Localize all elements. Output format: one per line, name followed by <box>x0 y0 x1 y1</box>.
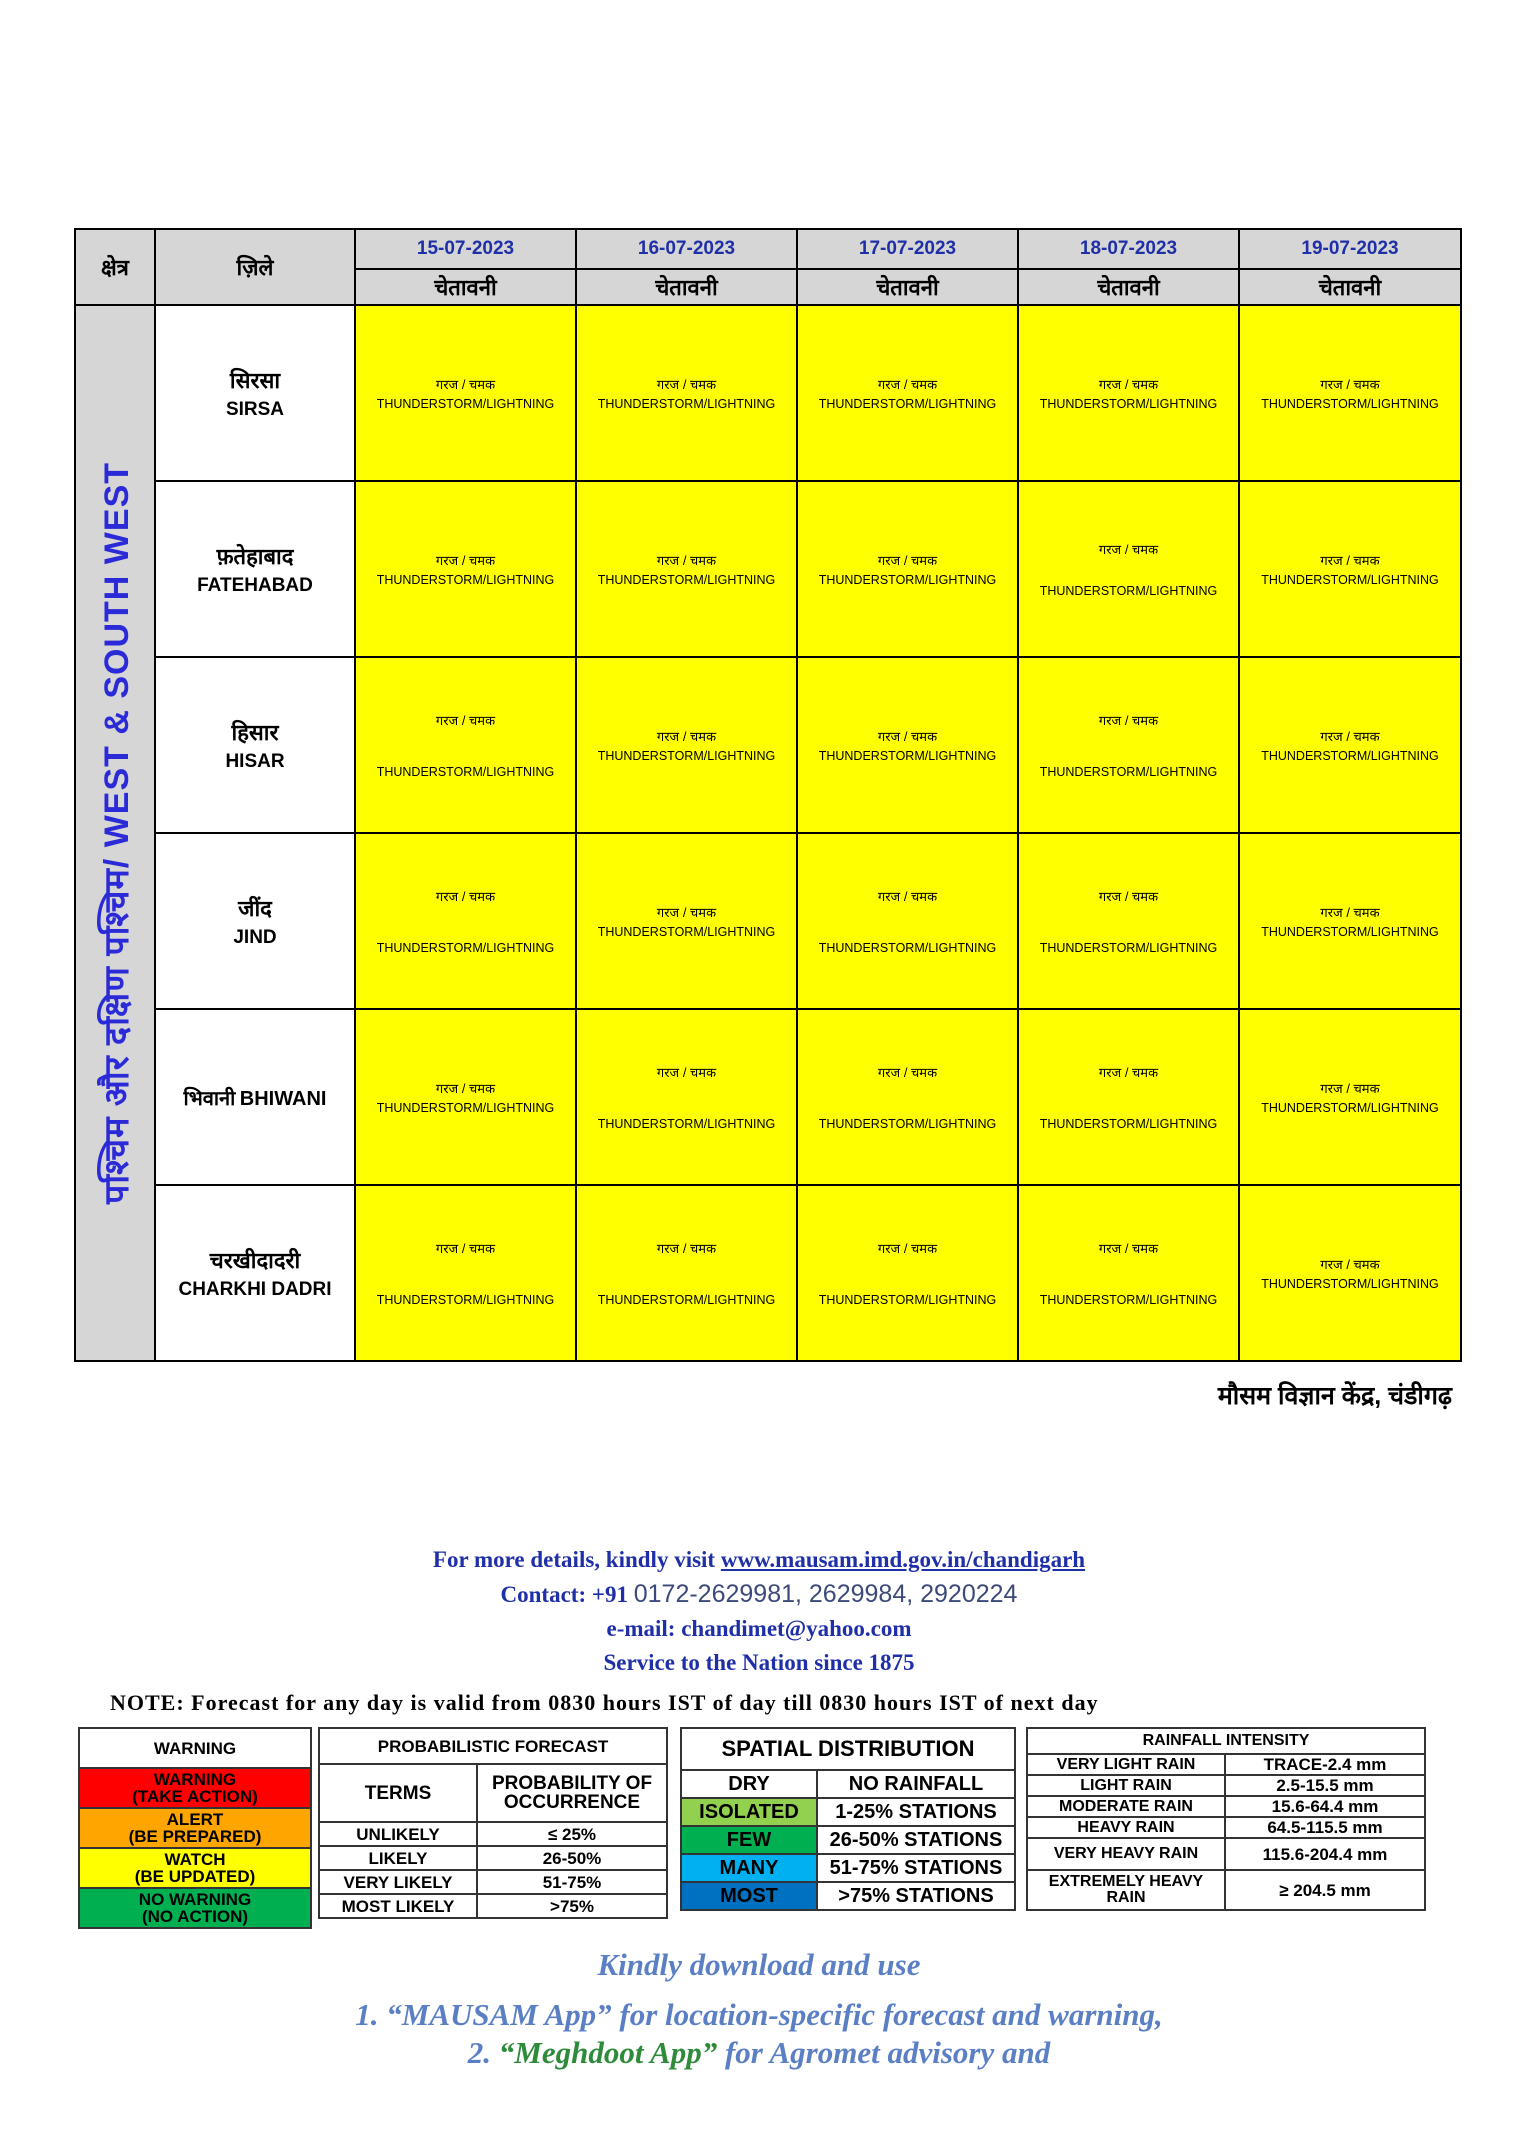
warning-text-hi: गरज / चमक <box>877 377 938 392</box>
warning-text-hi: गरज / चमक <box>1098 542 1159 557</box>
list-number: 2. <box>467 2035 499 2070</box>
contact-prefix: Contact: +91 <box>500 1582 634 1607</box>
table-row <box>75 657 1461 833</box>
district-cell <box>155 1009 355 1185</box>
warning-text-hi: गरज / चमक <box>656 905 717 920</box>
warning-text-en: THUNDERSTORM/LIGHTNING <box>818 749 997 763</box>
phone-numbers: 0172-2629981, 2629984, 2920224 <box>633 1580 1018 1608</box>
warning-text-en: THUNDERSTORM/LIGHTNING <box>597 925 776 939</box>
warning-text-en: THUNDERSTORM/LIGHTNING <box>1039 397 1218 411</box>
legend-title: WARNING <box>79 1728 311 1768</box>
district-name-hi: चरखीदादरी <box>209 1248 301 1273</box>
spatial-term: MANY <box>681 1854 817 1882</box>
warning-text-en: THUNDERSTORM/LIGHTNING <box>818 573 997 587</box>
spatial-value: >75% STATIONS <box>817 1882 1015 1910</box>
prob-value: 51-75% <box>477 1870 667 1894</box>
date-header: 19-07-2023 <box>1239 229 1461 269</box>
district-cell <box>155 305 355 481</box>
warning-subheader: चेतावनी <box>576 269 797 305</box>
warning-cell <box>355 1185 576 1361</box>
warning-text-hi: गरज / चमक <box>656 1065 717 1080</box>
warning-subheader: चेतावनी <box>1239 269 1461 305</box>
validity-note: NOTE: Forecast for any day is valid from 0830 hours IST of day till 0830 hours IST of next day <box>110 1690 1099 1715</box>
warning-text-en: THUNDERSTORM/LIGHTNING <box>1261 573 1439 587</box>
district-name-hi: जींद <box>238 896 272 921</box>
rain-value: TRACE-2.4 mm <box>1225 1754 1425 1775</box>
warning-text-hi: गरज / चमक <box>435 713 496 728</box>
warning-text-hi: गरज / चमक <box>1320 1081 1380 1096</box>
warning-cell <box>1018 1009 1239 1185</box>
warning-text-en: THUNDERSTORM/LIGHTNING <box>376 397 555 411</box>
table-row <box>75 833 1461 1009</box>
warning-cell <box>576 657 797 833</box>
rain-term: EXTREMELY HEAVY RAIN <box>1027 1870 1225 1910</box>
warning-cell <box>355 305 576 481</box>
warning-text-hi: गरज / चमक <box>877 553 938 568</box>
rainfall-legend <box>1026 1727 1426 1911</box>
warning-text-en: THUNDERSTORM/LIGHTNING <box>597 1293 776 1307</box>
warning-cell <box>797 657 1018 833</box>
spatial-value: NO RAINFALL <box>817 1770 1015 1798</box>
header-district: ज़िले <box>155 229 355 305</box>
warning-text-en: THUNDERSTORM/LIGHTNING <box>1261 1101 1439 1115</box>
warning-text-hi: गरज / चमक <box>1320 729 1380 744</box>
mausam-app-name: “MAUSAM App” <box>386 1997 612 2032</box>
warning-cell <box>1239 1185 1461 1361</box>
warning-text-en: THUNDERSTORM/LIGHTNING <box>597 1117 776 1131</box>
warning-cell <box>797 1185 1018 1361</box>
rain-value: ≥ 204.5 mm <box>1225 1870 1425 1910</box>
mausam-app-desc: for location-specific forecast and warning, <box>611 1997 1163 2032</box>
spatial-value: 1-25% STATIONS <box>817 1798 1015 1826</box>
district-name-en: JIND <box>233 927 277 948</box>
prob-value: ≤ 25% <box>477 1822 667 1846</box>
spatial-term: ISOLATED <box>681 1798 817 1826</box>
warning-text-en: THUNDERSTORM/LIGHTNING <box>1261 1277 1439 1291</box>
date-header: 17-07-2023 <box>797 229 1018 269</box>
warning-cell <box>1239 305 1461 481</box>
date-header: 18-07-2023 <box>1018 229 1239 269</box>
warning-text-hi: गरज / चमक <box>1098 713 1159 728</box>
warning-text-hi: गरज / चमक <box>435 889 496 904</box>
district-name-en: CHARKHI DADRI <box>178 1279 332 1300</box>
warning-text-en: THUNDERSTORM/LIGHTNING <box>376 1293 555 1307</box>
warning-cell <box>1239 1009 1461 1185</box>
warning-text-en: THUNDERSTORM/LIGHTNING <box>376 765 555 779</box>
warning-cell <box>797 481 1018 657</box>
service-line: Service to the Nation since 1875 <box>603 1650 915 1675</box>
imd-chandigarh-signature: मौसम विज्ञान केंद्र, चंडीगढ़ <box>1217 1382 1452 1410</box>
warning-cell <box>576 1009 797 1185</box>
download-heading: Kindly download and use <box>597 1947 921 1982</box>
warning-text-en: THUNDERSTORM/LIGHTNING <box>818 397 997 411</box>
table-row <box>75 1009 1461 1185</box>
legend-title: RAINFALL INTENSITY <box>1027 1728 1425 1754</box>
list-number: 1. <box>355 1997 387 2032</box>
warning-cell <box>797 833 1018 1009</box>
warning-text-hi: गरज / चमक <box>435 377 496 392</box>
rain-term: MODERATE RAIN <box>1027 1796 1225 1817</box>
warning-text-hi: गरज / चमक <box>877 729 938 744</box>
rain-term: VERY LIGHT RAIN <box>1027 1754 1225 1775</box>
warning-text-hi: गरज / चमक <box>877 889 938 904</box>
legend-warning-orange: ALERT (BE PREPARED) <box>79 1808 311 1848</box>
warning-text-en: THUNDERSTORM/LIGHTNING <box>376 941 555 955</box>
spatial-term: MOST <box>681 1882 817 1910</box>
warning-text-hi: गरज / चमक <box>1098 1065 1159 1080</box>
warning-subheader: चेतावनी <box>797 269 1018 305</box>
warning-cell <box>355 657 576 833</box>
district-cell <box>155 481 355 657</box>
warning-text-hi: गरज / चमक <box>877 1241 938 1256</box>
legend-title: SPATIAL DISTRIBUTION <box>681 1728 1015 1770</box>
district-cell <box>155 833 355 1009</box>
rain-value: 2.5-15.5 mm <box>1225 1775 1425 1796</box>
spatial-term: FEW <box>681 1826 817 1854</box>
table-row <box>75 481 1461 657</box>
warning-cell <box>1018 481 1239 657</box>
warning-text-hi: गरज / चमक <box>435 1081 496 1096</box>
date-header: 16-07-2023 <box>576 229 797 269</box>
warning-text-en: THUNDERSTORM/LIGHTNING <box>1039 1117 1218 1131</box>
warning-text-hi: गरज / चमक <box>1320 905 1380 920</box>
warning-text-en: THUNDERSTORM/LIGHTNING <box>1039 584 1218 598</box>
rain-term: LIGHT RAIN <box>1027 1775 1225 1796</box>
district-name-hi: भिवानी <box>183 1087 236 1110</box>
warning-text-en: THUNDERSTORM/LIGHTNING <box>597 397 776 411</box>
warning-cell <box>797 305 1018 481</box>
warning-cell <box>576 1185 797 1361</box>
spatial-term: DRY <box>681 1770 817 1798</box>
district-name-en: SIRSA <box>225 399 285 420</box>
meghdoot-app-name: “Meghdoot App” <box>498 2035 718 2070</box>
district-name-en: HISAR <box>225 751 285 772</box>
district-name-hi: सिरसा <box>229 368 281 393</box>
warning-text-en: THUNDERSTORM/LIGHTNING <box>1039 941 1218 955</box>
table-row <box>75 305 1461 481</box>
district-warning-table <box>74 228 1462 1362</box>
warning-text-en: THUNDERSTORM/LIGHTNING <box>1261 749 1439 763</box>
warning-text-hi: गरज / चमक <box>1320 377 1380 392</box>
legend-warning-red: WARNING (TAKE ACTION) <box>79 1768 311 1808</box>
warning-text-en: THUNDERSTORM/LIGHTNING <box>376 573 555 587</box>
rain-term: VERY HEAVY RAIN <box>1027 1838 1225 1870</box>
warning-cell <box>1018 657 1239 833</box>
spatial-value: 51-75% STATIONS <box>817 1854 1015 1882</box>
warning-text-en: THUNDERSTORM/LIGHTNING <box>818 941 997 955</box>
legend-title: PROBABILISTIC FORECAST <box>319 1728 667 1764</box>
table-row <box>75 1185 1461 1361</box>
warning-text-en: THUNDERSTORM/LIGHTNING <box>597 573 776 587</box>
warning-text-en: THUNDERSTORM/LIGHTNING <box>818 1293 997 1307</box>
warning-cell <box>355 833 576 1009</box>
meghdoot-app-desc: for Agromet advisory and <box>717 2035 1051 2070</box>
prob-term: LIKELY <box>319 1846 477 1870</box>
warning-text-hi: गरज / चमक <box>656 377 717 392</box>
district-name-en: FATEHABAD <box>197 575 313 596</box>
warning-cell <box>797 1009 1018 1185</box>
legend-warning-green: NO WARNING (NO ACTION) <box>79 1888 311 1928</box>
rain-value: 15.6-64.4 mm <box>1225 1796 1425 1817</box>
warning-text-hi: गरज / चमक <box>435 553 496 568</box>
prob-term: VERY LIKELY <box>319 1870 477 1894</box>
warning-cell <box>576 481 797 657</box>
warning-cell <box>1018 305 1239 481</box>
warning-text-hi: गरज / चमक <box>877 1065 938 1080</box>
warning-text-en: THUNDERSTORM/LIGHTNING <box>597 749 776 763</box>
district-name-en: BHIWANI <box>239 1087 327 1110</box>
district-cell <box>155 1185 355 1361</box>
warning-text-hi: गरज / चमक <box>1320 1257 1380 1272</box>
warning-subheader: चेतावनी <box>1018 269 1239 305</box>
warning-text-hi: गरज / चमक <box>656 1241 717 1256</box>
prob-value: >75% <box>477 1894 667 1918</box>
header-region: क्षेत्र <box>75 229 155 305</box>
warning-text-hi: गरज / चमक <box>1098 1241 1159 1256</box>
rain-term: HEAVY RAIN <box>1027 1817 1225 1838</box>
region-label-cell <box>75 305 155 1361</box>
warning-cell <box>1239 833 1461 1009</box>
district-cell <box>155 657 355 833</box>
region-label: पश्चिम और दक्षिण पश्चिम/ WEST & SOUTH WEST <box>98 461 136 1205</box>
spatial-legend <box>680 1727 1016 1911</box>
district-name-hi: हिसार <box>231 720 279 745</box>
details-prefix: For more details, kindly visit <box>432 1547 721 1572</box>
mausam-app-line <box>0 1997 1518 2033</box>
warning-cell <box>576 833 797 1009</box>
prob-col-probability: PROBABILITY OF OCCURRENCE <box>477 1764 667 1822</box>
warning-subheader: चेतावनी <box>355 269 576 305</box>
warning-text-hi: गरज / चमक <box>1320 553 1380 568</box>
website-link[interactable]: www.mausam.imd.gov.in/chandigarh <box>720 1547 1086 1572</box>
prob-term: MOST LIKELY <box>319 1894 477 1918</box>
meghdoot-app-line <box>0 2035 1518 2071</box>
probabilistic-legend <box>318 1727 668 1919</box>
warning-cell <box>355 1009 576 1185</box>
spatial-value: 26-50% STATIONS <box>817 1826 1015 1854</box>
rain-value: 115.6-204.4 mm <box>1225 1838 1425 1870</box>
warning-text-hi: गरज / चमक <box>435 1241 496 1256</box>
warning-text-en: THUNDERSTORM/LIGHTNING <box>1261 925 1439 939</box>
date-header: 15-07-2023 <box>355 229 576 269</box>
legend-warning-yellow: WATCH (BE UPDATED) <box>79 1848 311 1888</box>
warning-text-en: THUNDERSTORM/LIGHTNING <box>1039 1293 1218 1307</box>
warning-cell <box>1018 833 1239 1009</box>
rain-value: 64.5-115.5 mm <box>1225 1817 1425 1838</box>
warning-text-en: THUNDERSTORM/LIGHTNING <box>818 1117 997 1131</box>
warning-cell <box>355 481 576 657</box>
warning-text-en: THUNDERSTORM/LIGHTNING <box>376 1101 555 1115</box>
warning-text-en: THUNDERSTORM/LIGHTNING <box>1261 397 1439 411</box>
prob-value: 26-50% <box>477 1846 667 1870</box>
warning-text-hi: गरज / चमक <box>1098 377 1159 392</box>
prob-term: UNLIKELY <box>319 1822 477 1846</box>
warning-legend <box>78 1727 312 1929</box>
warning-cell <box>1018 1185 1239 1361</box>
warning-cell <box>576 305 797 481</box>
warning-cell <box>1239 657 1461 833</box>
email-line: e-mail: chandimet@yahoo.com <box>606 1616 912 1641</box>
details-line <box>0 1547 1518 1573</box>
contact-line <box>0 1580 1518 1609</box>
warning-text-hi: गरज / चमक <box>656 729 717 744</box>
warning-text-hi: गरज / चमक <box>656 553 717 568</box>
warning-cell <box>1239 481 1461 657</box>
warning-text-hi: गरज / चमक <box>1098 889 1159 904</box>
prob-col-terms: TERMS <box>319 1764 477 1822</box>
warning-text-en: THUNDERSTORM/LIGHTNING <box>1039 765 1218 779</box>
district-name-hi: फ़तेहाबाद <box>216 544 294 569</box>
